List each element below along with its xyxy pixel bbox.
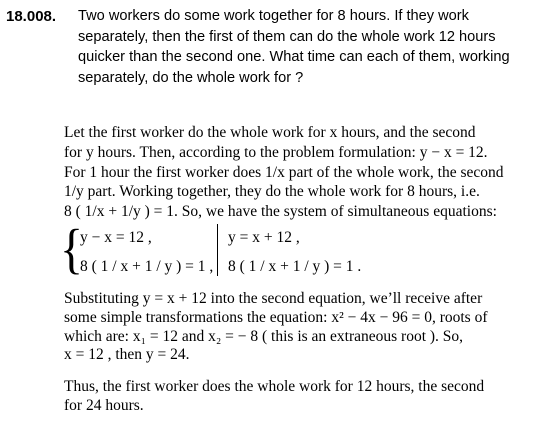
solution-line-3: For 1 hour the first worker does 1/x part of the whole work, the second xyxy=(64,164,504,181)
system-right-eq-1: y = x + 12 , xyxy=(228,229,300,246)
conclusion-line-1: Thus, the first worker does the whole work for 12 hours, the second xyxy=(64,378,485,395)
problem-statement: Two workers do some work together for 8 hours. If they work separately, then the first of them can do the whole work 12 hours quicker than the second one. What time can each of them, working separately, do the whole work for ? xyxy=(78,8,510,86)
conclusion-line-2: for 24 hours. xyxy=(64,397,144,414)
solution-line-1: Let the first worker do the whole work for x hours, and the second xyxy=(64,124,476,141)
system-left-eq-1: y − x = 12 , xyxy=(80,229,152,246)
after-line-1: Substituting y = x + 12 into the second equation, we’ll receive after xyxy=(64,290,483,307)
system-left-eq-2: 8 ( 1 / x + 1 / y ) = 1 , xyxy=(80,258,214,275)
after-line-4: x = 12 , then y = 24. xyxy=(64,346,190,363)
solution-line-2: for y hours. Then, according to the problem formulation: y − x = 12. xyxy=(64,144,488,161)
after-line-2: some simple transformations the equation: x² − 4x − 96 = 0, roots of xyxy=(64,309,488,326)
system-divider xyxy=(217,224,218,276)
system-right-eq-2: 8 ( 1 / x + 1 / y ) = 1 . xyxy=(228,258,362,275)
solution-line-5: 8 ( 1/x + 1/y ) = 1. So, we have the system of simultaneous equations: xyxy=(64,203,497,220)
after-line-3: which are: x₁ = 12 and x₂ = − 8 ( this is an extraneous root ). So, xyxy=(64,328,464,345)
left-brace-icon: { xyxy=(60,218,84,280)
solution-line-4: 1/y part. Working together, they do the whole work for 8 hours, i.e. xyxy=(64,183,480,200)
problem-number: 18.008. xyxy=(6,8,57,25)
